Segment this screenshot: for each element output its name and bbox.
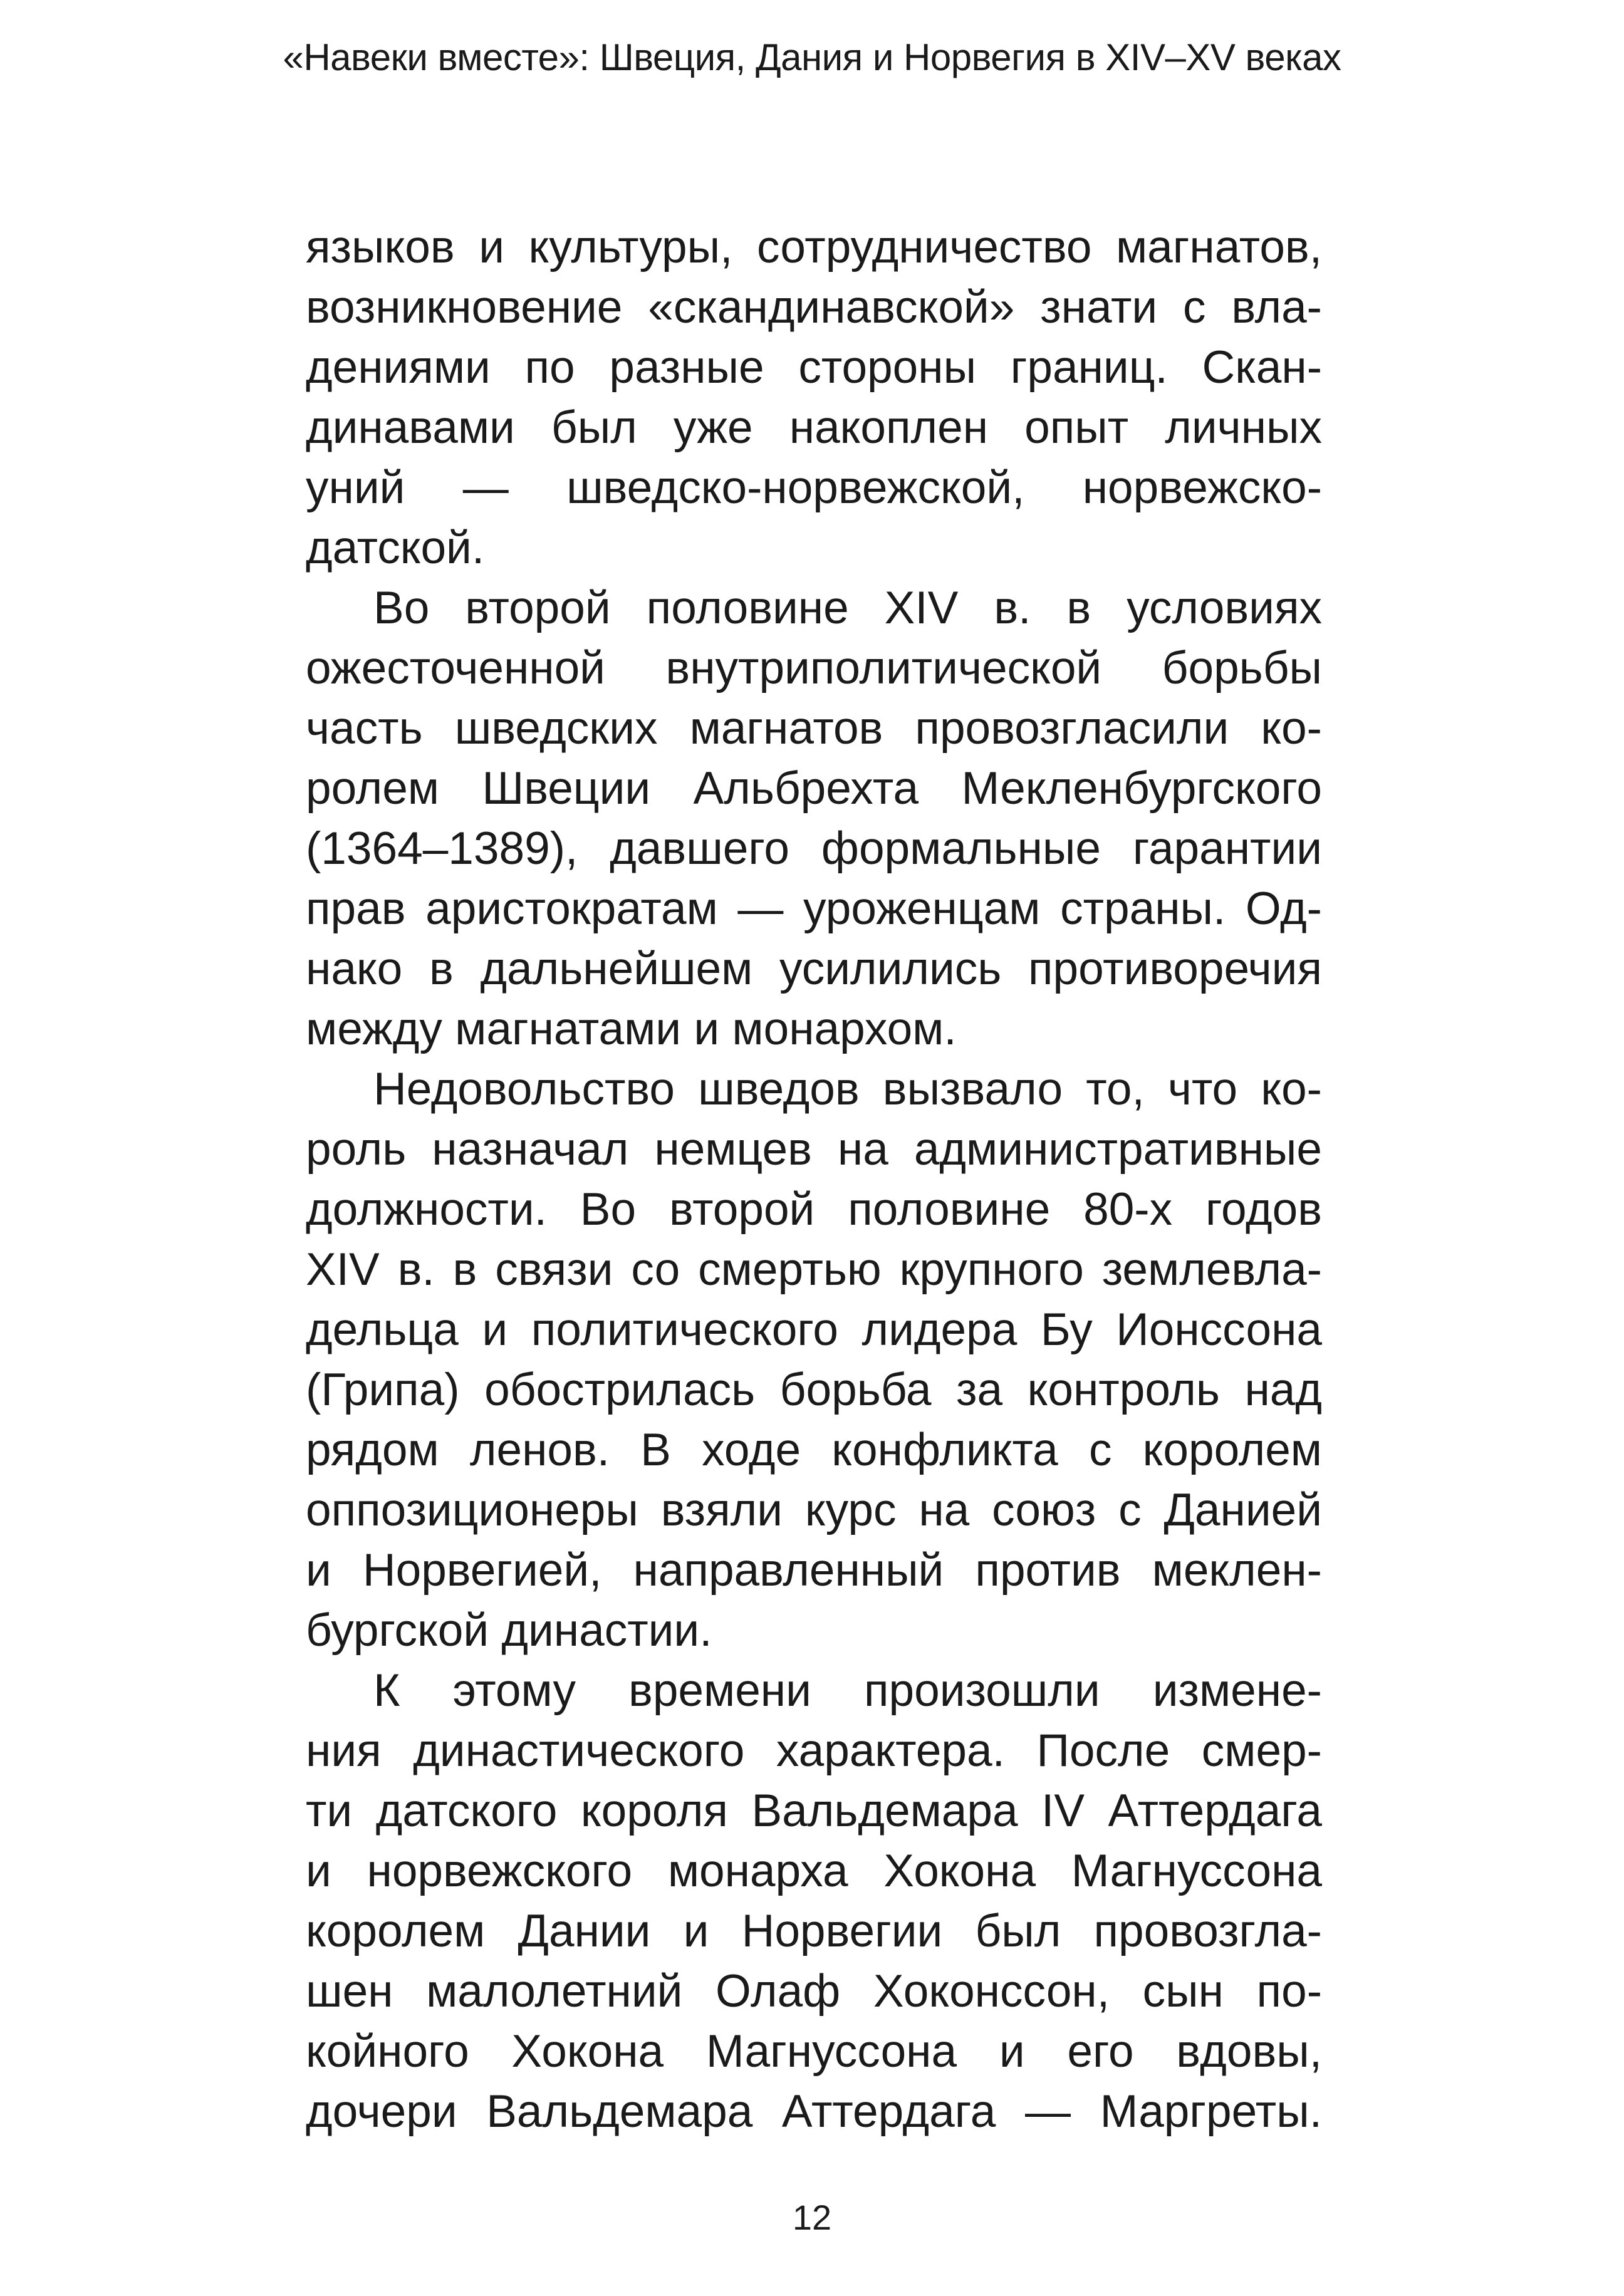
page-number: 12: [792, 2198, 832, 2237]
text-line: дельца и политического лидера Бу Ионссона: [306, 1304, 1322, 1355]
text-line: рядом ленов. В ходе конфликта с королем: [306, 1425, 1322, 1475]
text-line: ожесточенной внутриполитической борьбы: [306, 643, 1322, 693]
text-line: ролем Швеции Альбрехта Мекленбургского: [306, 763, 1322, 814]
text-line: бургской династии.: [306, 1605, 712, 1656]
text-line: (Грипа) обострилась борьба за контроль над: [306, 1364, 1322, 1415]
paragraph-1: [306, 217, 1322, 578]
text-line: (1364–1389), давшего формальные гарантии: [306, 823, 1322, 874]
text-line: Во второй половине XIV в. в условиях: [373, 583, 1322, 633]
text-line: роль назначал немцев на административные: [306, 1124, 1322, 1175]
body-text: [306, 217, 1322, 2142]
text-line: и Норвегией, направленный против меклен-: [306, 1545, 1322, 1596]
text-line: ти датского короля Вальдемара IV Аттердага: [306, 1785, 1322, 1836]
text-line: Недовольство шведов вызвало то, что ко-: [373, 1064, 1322, 1114]
text-line: датской.: [306, 522, 485, 573]
text-line: шен малолетний Олаф Хоконссон, сын по-: [306, 1966, 1322, 2017]
text-line: королем Дании и Норвегии был провозгла-: [306, 1906, 1322, 1956]
text-line: между магнатами и монархом.: [306, 1004, 957, 1054]
text-line: ния династического характера. После смер-: [306, 1725, 1322, 1776]
text-line: оппозиционеры взяли курс на союз с Данией: [306, 1485, 1322, 1535]
text-line: дениями по разные стороны границ. Скан-: [306, 342, 1322, 393]
paragraph-2: [306, 578, 1322, 1059]
text-line: дочери Вальдемара Аттердага — Маргреты.: [306, 2086, 1322, 2137]
paragraph-4: [306, 1661, 1322, 2142]
running-header-title: «Навеки вместе»: Швеция, Дания и Норвегия в XIV–XV веках: [283, 36, 1341, 78]
text-line: часть шведских магнатов провозгласили ко-: [306, 703, 1322, 754]
text-line: XIV в. в связи со смертью крупного землевла-: [306, 1244, 1322, 1295]
text-line: прав аристократам — уроженцам страны. Од-: [306, 883, 1322, 934]
text-line: динавами был уже накоплен опыт личных: [306, 402, 1322, 453]
text-line: языков и культуры, сотрудничество магнатов,: [306, 222, 1322, 273]
text-line: К этому времени произошли измене-: [373, 1665, 1322, 1716]
text-line: койного Хокона Магнуссона и его вдовы,: [306, 2026, 1322, 2077]
text-line: и норвежского монарха Хокона Магнуссона: [306, 1846, 1322, 1896]
text-line: возникновение «скандинавской» знати с вла-: [306, 282, 1322, 333]
text-line: должности. Во второй половине 80-х годов: [306, 1184, 1322, 1235]
text-line: нако в дальнейшем усилились противоречия: [306, 943, 1322, 994]
paragraph-3: [306, 1059, 1322, 1661]
text-line: уний — шведско-норвежской, норвежско-: [306, 462, 1322, 513]
